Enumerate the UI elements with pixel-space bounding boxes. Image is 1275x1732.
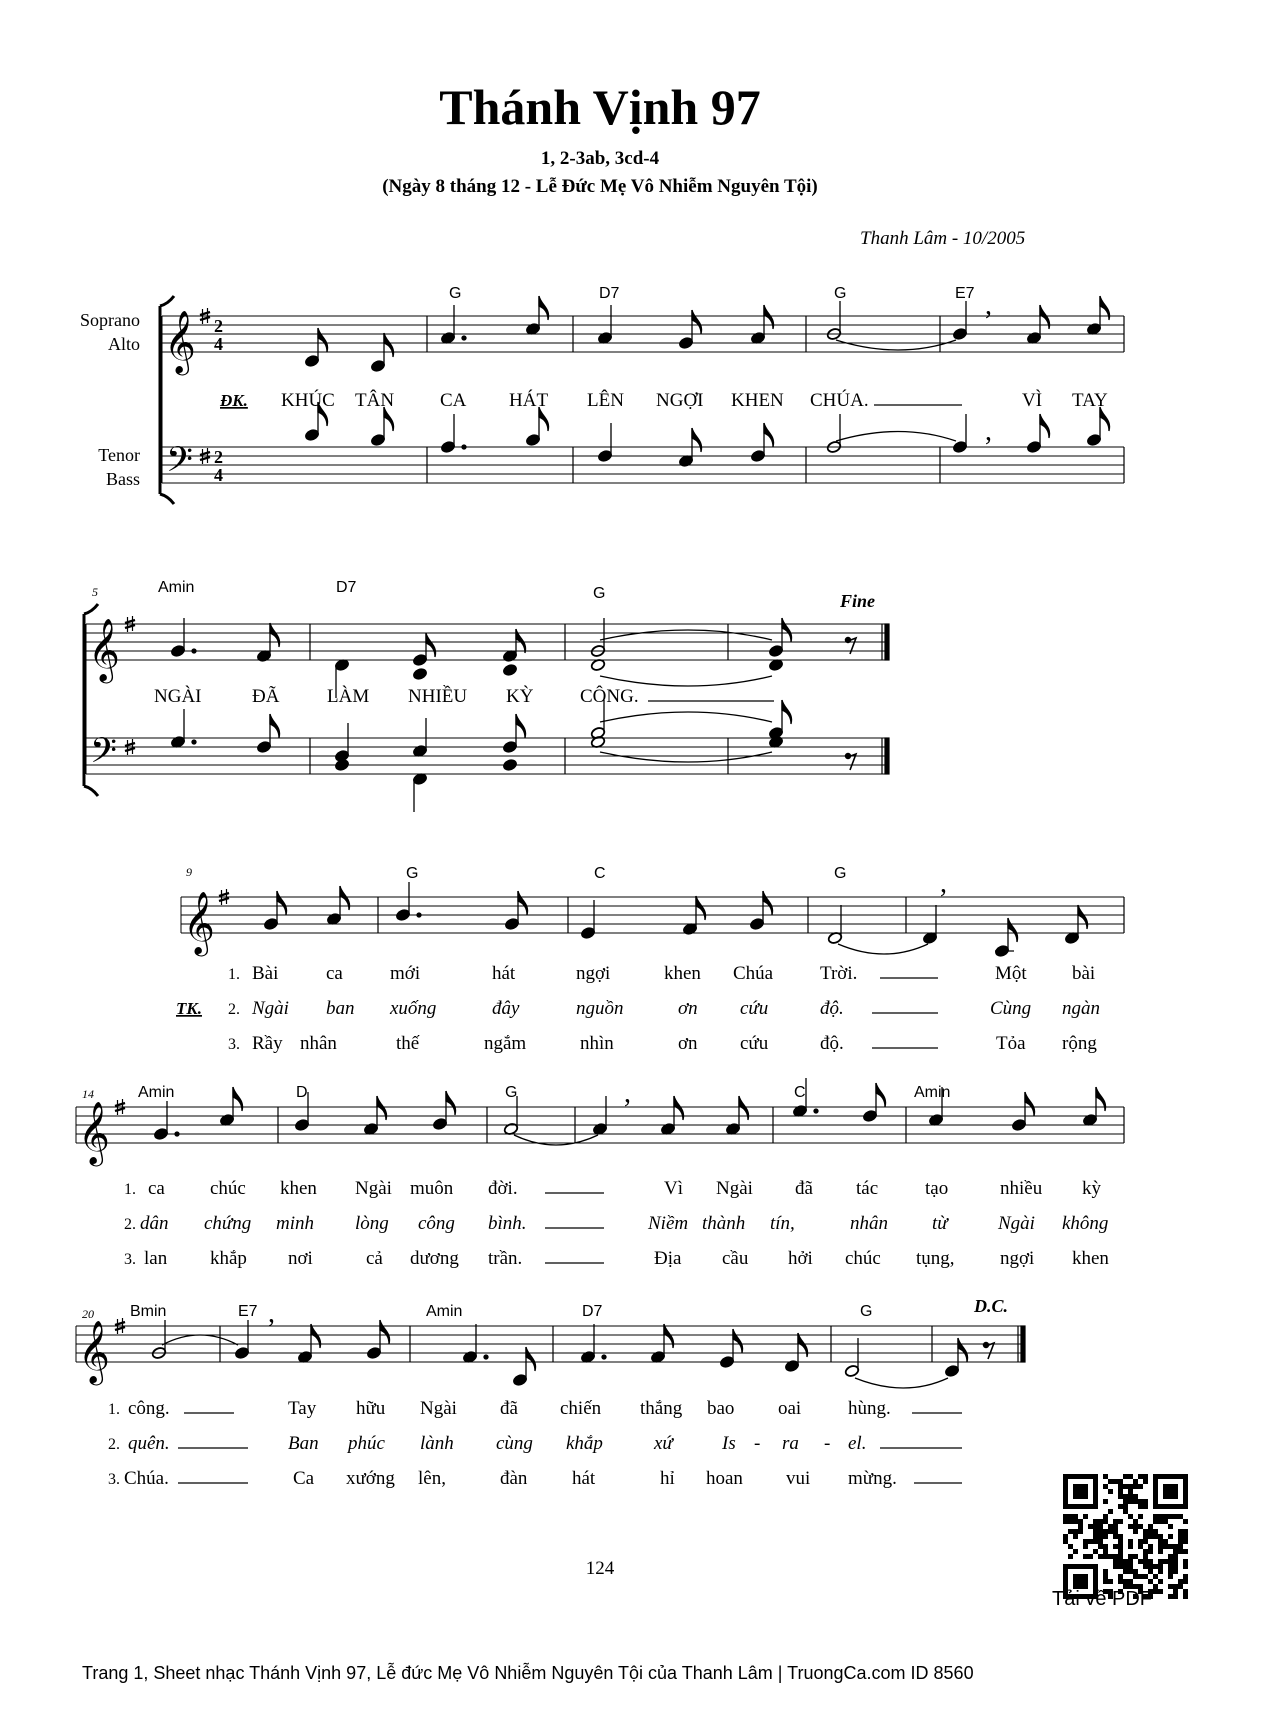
lyric-syllable: Ngài xyxy=(716,1178,753,1199)
chord-symbol: D7 xyxy=(599,285,620,302)
lyric-syllable: LÊN xyxy=(587,390,624,411)
verse-number: 2. xyxy=(124,1216,136,1233)
lyric-syllable: Ngài xyxy=(420,1398,457,1419)
lyric-syllable: không xyxy=(1062,1213,1109,1234)
tie xyxy=(836,432,956,442)
lyric-syllable: Chúa. xyxy=(124,1468,169,1489)
chord-symbol: G xyxy=(593,585,606,602)
lyric-syllable: thắng xyxy=(640,1398,683,1419)
staff-treble-3 xyxy=(181,897,1124,933)
lyric-syllable: TÂN xyxy=(355,390,395,411)
verse-number: 3. xyxy=(124,1251,136,1268)
lyric-syllable: Bài xyxy=(252,963,279,984)
lyric-syllable: trần. xyxy=(488,1248,523,1269)
lyric-syllable: khen xyxy=(280,1178,317,1199)
lyric-syllable: el. xyxy=(848,1433,867,1454)
lyric-syllable: Địa xyxy=(654,1248,682,1269)
instrument-label-alto: Alto xyxy=(107,334,140,354)
lyric-syllable: khen xyxy=(664,963,701,984)
system-5 xyxy=(76,1296,1025,1489)
lyric-syllable: KHEN xyxy=(731,390,784,411)
lyric-syllable: nguồn xyxy=(576,998,624,1019)
download-pdf-link[interactable]: Tải về PDF xyxy=(1052,1588,1153,1610)
lyric-syllable: ĐÃ xyxy=(252,686,280,707)
verse-number: 3. xyxy=(228,1036,240,1053)
lyrics-verse-4 xyxy=(124,1178,1109,1269)
lyric-syllable: ra xyxy=(782,1433,799,1454)
verse-number: 2. xyxy=(228,1001,240,1018)
chord-symbol: G xyxy=(406,865,419,882)
lyric-syllable: xướng xyxy=(346,1468,395,1489)
lyric-syllable: độ. xyxy=(820,998,844,1019)
lyric-syllable: thế xyxy=(396,1033,420,1054)
lyric-syllable: rộng xyxy=(1062,1033,1097,1054)
lyric-syllable: lan xyxy=(144,1248,168,1269)
lyric-syllable: dương xyxy=(410,1248,459,1269)
lyric-syllable: đây xyxy=(492,998,520,1019)
lyric-syllable: Rầy xyxy=(252,1033,283,1054)
measure-number: 14 xyxy=(82,1087,94,1101)
svg-text:4: 4 xyxy=(214,465,223,485)
lyric-syllable: ngàn xyxy=(1062,998,1100,1019)
lyric-syllable: bình. xyxy=(488,1213,527,1234)
breath-mark-icon: , xyxy=(624,1078,631,1109)
lyric-syllable: hoan xyxy=(706,1468,743,1489)
lyric-syllable: lên, xyxy=(418,1468,446,1489)
verse-number: 1. xyxy=(124,1181,136,1198)
lyric-syllable: CHÚA. xyxy=(810,390,869,411)
lyric-syllable: - xyxy=(824,1433,831,1454)
lyric-syllable: hởi xyxy=(788,1248,813,1269)
lyric-syllable: chiến xyxy=(560,1398,602,1419)
lyric-syllable: cả xyxy=(366,1248,383,1269)
lyric-syllable: nhân xyxy=(850,1213,888,1234)
chord-symbol: G xyxy=(449,285,462,302)
refrain-marker: ĐK. xyxy=(220,391,248,410)
chord-symbol: E7 xyxy=(238,1303,258,1320)
treble-clef-icon: 𝄞 xyxy=(183,891,215,954)
system-3 xyxy=(176,865,1124,1054)
lyric-syllable: công xyxy=(418,1213,455,1234)
lyric-syllable: oai xyxy=(778,1398,802,1419)
lyric-syllable: chúc xyxy=(845,1248,881,1269)
lyric-syllable: chứng xyxy=(204,1213,252,1234)
lyric-syllable: xứ xyxy=(654,1433,673,1454)
chord-symbol: C xyxy=(594,865,606,882)
breath-mark-icon: , xyxy=(268,1298,275,1329)
lyric-syllable: đã xyxy=(500,1398,518,1419)
instrument-label-bass: Bass xyxy=(105,469,140,489)
system-2 xyxy=(84,579,889,812)
system-4 xyxy=(76,1078,1124,1269)
lyric-syllable: ca xyxy=(326,963,343,984)
chord-symbol: G xyxy=(834,865,847,882)
lyric-syllable: xuống xyxy=(390,998,437,1019)
verse-subtitle: 1, 2-3ab, 3cd-4 xyxy=(540,148,660,169)
chord-symbol: Amin xyxy=(158,579,195,596)
chord-symbol: Amin xyxy=(914,1084,951,1101)
page-number: 124 xyxy=(585,1558,615,1579)
page-title: Thánh Vịnh 97 xyxy=(439,79,761,135)
lyric-syllable: muôn xyxy=(410,1178,454,1199)
lyric-syllable: hát xyxy=(572,1468,596,1489)
lyric-syllable: nơi xyxy=(288,1248,313,1269)
lyrics-refrain-2 xyxy=(154,685,774,707)
breath-mark-icon: , xyxy=(985,416,992,447)
lyric-syllable: mới xyxy=(390,963,421,984)
lyric-syllable: bài xyxy=(1072,963,1096,984)
chord-symbol: Amin xyxy=(138,1084,175,1101)
staff-treble-2 xyxy=(86,624,888,660)
staff-bass-1 xyxy=(162,447,1124,483)
lyric-syllable: VÌ xyxy=(1022,390,1043,411)
lyric-syllable: KỲ xyxy=(506,686,534,707)
dc-marking: D.C. xyxy=(974,1296,1009,1316)
lyric-syllable: Ngài xyxy=(355,1178,392,1199)
verse-number: 2. xyxy=(108,1436,120,1453)
bass-clef-icon: 𝄢 xyxy=(166,439,194,488)
lyric-syllable: Ban xyxy=(288,1433,319,1454)
chord-symbol: G xyxy=(505,1084,518,1101)
lyric-syllable: tụng, xyxy=(916,1248,955,1269)
lyric-syllable: vui xyxy=(786,1468,811,1489)
lyric-syllable: HÁT xyxy=(509,390,549,411)
feast-subtitle: (Ngày 8 tháng 12 - Lễ Đức Mẹ Vô Nhiễm Nguyên Tội) xyxy=(382,176,818,197)
lyric-syllable: tạo xyxy=(925,1178,949,1199)
lyric-syllable: NGỢI xyxy=(656,390,704,411)
verse-number: 1. xyxy=(228,966,240,983)
chord-symbol: D7 xyxy=(582,1303,603,1320)
chord-symbol: E7 xyxy=(955,285,975,302)
lyric-syllable: CÔNG. xyxy=(580,686,639,707)
verse-marker: TK. xyxy=(176,999,202,1018)
lyric-syllable: Trời. xyxy=(820,963,858,984)
lyric-syllable: độ. xyxy=(820,1033,844,1054)
lyrics-verse-5 xyxy=(108,1398,962,1489)
measure-number: 5 xyxy=(92,585,98,599)
chord-symbol: C xyxy=(794,1084,806,1101)
lyric-syllable: ca xyxy=(148,1178,165,1199)
treble-clef-icon: 𝄞 xyxy=(78,1101,110,1164)
lyric-syllable: đã xyxy=(795,1178,813,1199)
lyric-syllable: ơn xyxy=(678,998,698,1019)
lyric-syllable: TAY xyxy=(1072,390,1108,411)
chord-symbol: D7 xyxy=(336,579,357,596)
lyrics-refrain-1 xyxy=(281,389,1108,411)
svg-text:4: 4 xyxy=(214,334,223,354)
lyric-syllable: ngắm xyxy=(484,1033,527,1054)
treble-clef-icon: 𝄞 xyxy=(88,618,120,681)
staff-treble-1 xyxy=(162,316,1124,352)
lyric-syllable: Vì xyxy=(664,1178,683,1199)
lyric-syllable: nhiều xyxy=(1000,1178,1043,1199)
lyric-syllable: NHIỀU xyxy=(408,686,468,707)
chord-symbol: G xyxy=(860,1303,873,1320)
staff-bass-2 xyxy=(86,738,888,774)
lyric-syllable: hát xyxy=(492,963,516,984)
lyric-syllable: lành xyxy=(420,1433,454,1454)
lyric-syllable: phúc xyxy=(348,1433,385,1454)
lyric-syllable: quên. xyxy=(128,1433,170,1454)
footer-caption: Trang 1, Sheet nhạc Thánh Vịnh 97, Lễ đức Mẹ Vô Nhiễm Nguyên Tội của Thanh Lâm | TruongCa.com ID 8560 xyxy=(82,1663,974,1683)
lyric-syllable: kỳ xyxy=(1082,1178,1101,1199)
lyric-syllable: Tỏa xyxy=(996,1033,1026,1054)
lyric-syllable: nhìn xyxy=(580,1033,614,1054)
lyric-syllable: Is xyxy=(722,1433,736,1454)
lyric-syllable: tín, xyxy=(770,1213,795,1234)
chord-symbol: G xyxy=(834,285,847,302)
chord-symbol: Bmin xyxy=(130,1303,167,1320)
lyric-syllable: Ngài xyxy=(252,998,289,1019)
lyric-syllable: nhân xyxy=(300,1033,337,1054)
lyric-syllable: ngợi xyxy=(1000,1248,1035,1269)
tie xyxy=(836,340,956,350)
lyrics-verse-3 xyxy=(228,963,1100,1054)
fine-marking: Fine xyxy=(840,591,876,611)
treble-clef-icon: 𝄞 xyxy=(78,1320,110,1383)
measure-number: 20 xyxy=(82,1307,94,1321)
lyric-syllable: cứu xyxy=(740,998,769,1019)
lyric-syllable: lòng xyxy=(355,1213,389,1234)
lyric-syllable: hùng. xyxy=(848,1398,891,1419)
lyric-syllable: bao xyxy=(707,1398,735,1419)
notes-treble-3 xyxy=(263,882,1087,958)
lyric-syllable: dân xyxy=(140,1213,169,1234)
lyric-syllable: Ngài xyxy=(998,1213,1035,1234)
lyric-syllable: đời. xyxy=(488,1178,518,1199)
lyric-syllable: ơn xyxy=(678,1033,698,1054)
lyric-syllable: cùng xyxy=(496,1433,533,1454)
chord-symbol: D xyxy=(296,1084,308,1101)
staff-treble-5 xyxy=(76,1326,1024,1362)
lyric-syllable: chúc xyxy=(210,1178,246,1199)
lyric-syllable: khen xyxy=(1072,1248,1109,1269)
lyric-syllable: mừng. xyxy=(848,1468,897,1489)
verse-number: 1. xyxy=(108,1401,120,1418)
lyric-syllable: Một xyxy=(995,963,1027,984)
lyric-syllable: cứu xyxy=(740,1033,769,1054)
svg-text:2: 2 xyxy=(214,447,223,467)
lyric-syllable: cầu xyxy=(722,1248,749,1269)
lyric-syllable: LÀM xyxy=(327,686,370,707)
lyric-syllable: Tay xyxy=(288,1398,317,1419)
lyric-syllable: đàn xyxy=(500,1468,528,1489)
lyric-syllable: từ xyxy=(932,1213,948,1234)
lyric-syllable: minh xyxy=(276,1213,314,1234)
lyric-syllable: Niềm xyxy=(648,1213,689,1234)
lyric-syllable: ngợi xyxy=(576,963,611,984)
bass-clef-icon: 𝄢 xyxy=(90,730,118,779)
lyric-syllable: KHÚC xyxy=(281,390,335,411)
lyric-syllable: Ca xyxy=(293,1468,315,1489)
lyric-syllable: hỉ xyxy=(660,1468,675,1489)
lyric-syllable: công. xyxy=(128,1398,170,1419)
breath-mark-icon: , xyxy=(940,868,947,899)
lyric-syllable: khắp xyxy=(566,1433,603,1454)
lyric-syllable: Cùng xyxy=(990,998,1032,1019)
instrument-label-soprano: Soprano xyxy=(80,310,140,330)
system-1 xyxy=(160,285,1124,504)
verse-number: 3. xyxy=(108,1471,120,1488)
lyric-syllable: thành xyxy=(702,1213,746,1234)
breath-mark-icon: , xyxy=(985,290,992,321)
composer-credit: Thanh Lâm - 10/2005 xyxy=(860,228,1026,249)
lyric-syllable: ban xyxy=(326,998,355,1019)
lyric-syllable: hữu xyxy=(356,1398,386,1419)
instrument-label-tenor: Tenor xyxy=(98,445,140,465)
lyric-syllable: Chúa xyxy=(733,963,774,984)
svg-text:2: 2 xyxy=(214,316,223,336)
measure-number: 9 xyxy=(186,865,192,879)
lyric-syllable: NGÀI xyxy=(154,686,202,707)
lyric-syllable: - xyxy=(754,1433,761,1454)
lyric-syllable: khắp xyxy=(210,1248,247,1269)
treble-clef-icon: 𝄞 xyxy=(164,310,196,373)
qr-code-icon[interactable] xyxy=(1063,1474,1188,1599)
lyric-syllable: CA xyxy=(440,390,467,411)
chord-symbol: Amin xyxy=(426,1303,463,1320)
lyric-syllable: tác xyxy=(856,1178,879,1199)
